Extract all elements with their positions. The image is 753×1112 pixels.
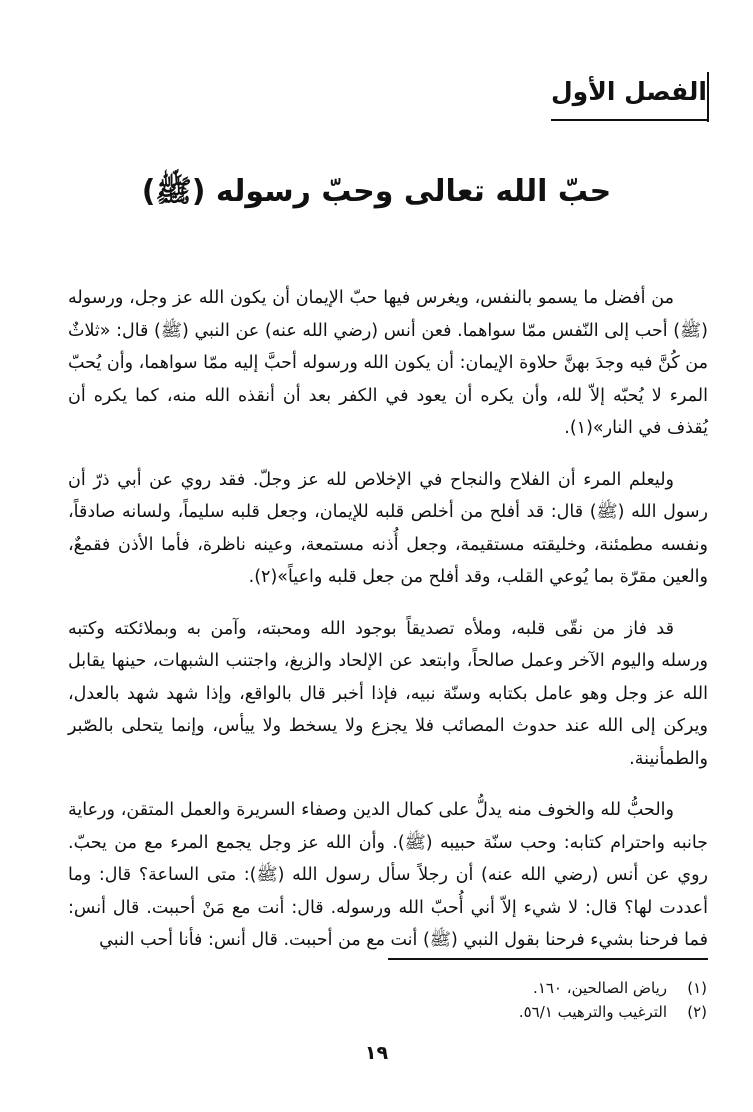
paragraph: وليعلم المرء أن الفلاح والنجاح في الإخلاص لله عز وجلّ. فقد روي عن أبي ذرّ أن رسول الله (ﷺ) قال: قد أفلح من أخلص قلبه للإيمان، وجعل قلبه سليماً، ولسانه صادقاً، ونفسه مطمئنة، وخليقته مستقيمة، وجعل أُذنه مستمعة، وعينه ناظرة، فأما الأذن فقمعٌ، والعين مقرّة بما يُوعي القلب، وقد أفلح من جعل قلبه واعياً»(٢). [68, 469, 708, 587]
footnote-number: (١) [687, 979, 707, 997]
footnote-text: رياض الصالحين، ١٦٠. [533, 979, 667, 997]
footnote-number: (٢) [687, 1003, 707, 1021]
page-number: ١٩ [364, 1042, 389, 1064]
footnote-separator [388, 958, 708, 960]
chapter-vertical-rule [707, 72, 709, 122]
paragraph: والحبُّ لله والخوف منه يدلُّ على كمال الدين وصفاء السريرة والعمل المتقن، ورعاية جانبه واحترام كتابه: وحب سنّة حبيبه (ﷺ). وأن الله عز وجل يجمع المرء مع من يحبّ. روي عن أنس (رضي الله عنه) أن رجلاً سأل رسول الله (ﷺ): متى الساعة؟ قال: وما أعددت لها؟ قال: لا شيء إلاّ أني أُحبّ الله ورسوله. قال: أنت مع مَنْ أحببت. قال أنس: فما فرحنا بشيء فرحنا بقول النبي (ﷺ) أنت مع من أحببت. قال أنس: فأنا أحب النبي [68, 800, 708, 950]
body-text [68, 282, 708, 976]
footnote-text: الترغيب والترهيب ٥٦/١. [518, 1003, 667, 1021]
footnote [47, 976, 707, 1000]
paragraph: من أفضل ما يسمو بالنفس، ويغرس فيها حبّ الإيمان أن يكون الله عز وجل، ورسوله (ﷺ) أحب إلى النّفس ممّا سواهما. فعن أنس (رضي الله عنه) عن النبي (ﷺ) قال: «ثلاثٌ من كُنَّ فيه وجدَ بهنَّ حلاوة الإيمان: أن يكون الله ورسوله أحبَّ إليه ممّا سواهما، وأن يُحبّ المرء لا يُحبّه إلاّ لله، وأن يكره أن يعود في الكفر بعد أن أنقذه الله منه، كما يكره أن يُقذف في النار»(١). [68, 288, 708, 438]
footnotes [47, 976, 707, 1024]
page-title: حبّ الله تعالى وحبّ رسوله (ﷺ) [141, 174, 612, 209]
chapter-horizontal-rule [551, 119, 709, 121]
paragraph: قد فاز من نقّى قلبه، وملأه تصديقاً بوجود الله ومحبته، وآمن به وبملائكته وكتبه ورسله واليوم الآخر وعمل صالحاً، وابتعد عن الإلحاد والزيغ، واجتنب الشبهات، حينها يقابل الله عز وجل وهو عامل بكتابه وسنّة نبيه، فإذا أخبر قال بالواقع، وإذا شهد شهد بالعدل، ويركن إلى الله عند حدوث المصائب فلا يجزع ولا يسخط ولا ييأس، وإنما يتحلى بالصّبر والطمأنينة. [68, 618, 708, 769]
chapter-heading: الفصل الأول [550, 77, 707, 106]
footnote [47, 1000, 707, 1024]
